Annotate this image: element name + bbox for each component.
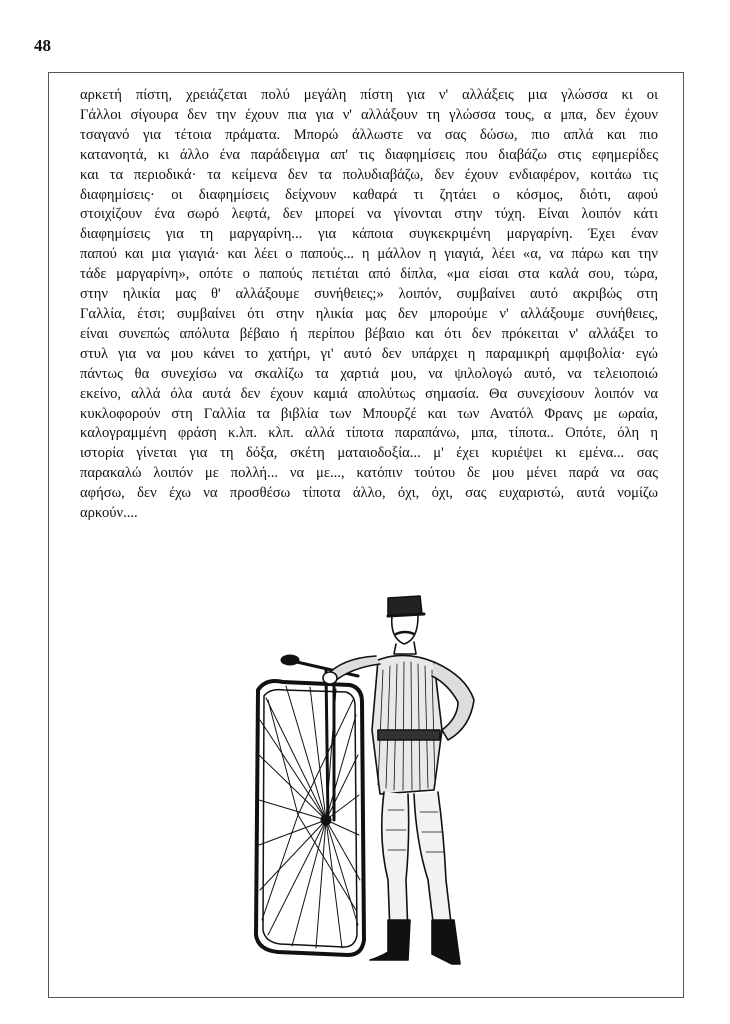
text-line: στην ηλικία μας θ' αλλάξουμε συνήθειες;» λοιπόν, συμβαίνει αυτό ακριβώς στη (80, 286, 658, 303)
text-line: Γαλλία, έτσι; συμβαίνει ότι στην ηλικία μας δεν μπορούμε ν' αλλάξουμε συνήθειες, (80, 305, 658, 322)
text-line: κυκλοφορούν στη Γαλλία τα βιβλία των Μπουρζέ και των Ανατόλ Φρανς με ωραία, (80, 405, 658, 422)
text-line: πάντως θα συνεχίσω να σκαλίζω τα χαρτιά μου, να ψιλολογώ αυτό, να τελειοποιώ (80, 365, 658, 382)
text-line: στυλ για να μου κάνει το χατήρι, γι' αυτό δεν υπάρχει η παραμικρή αμφιβολία· εγώ (80, 345, 658, 362)
text-line: στοιχίζουν ένα σωρό λεφτά, δεν μπορεί να γίνονται στην τύχη. Είναι λοιπόν κάτι (80, 206, 658, 223)
text-line: αφήσω, δεν έχω να προσθέσω τίποτα άλλο, όχι, όχι, σας ευχαριστώ, αυτά νομίζω (80, 485, 658, 502)
text-line: διαφημίσεις για τη μαργαρίνη... για κάποια συγκεκριμένη μαργαρίνη. Έχει έναν (80, 226, 658, 243)
text-line: καλογραμμένη φράση κ.λπ. κλπ. αλλά τίποτα παραπάνω, μπα, τίποτα.. Οπότε, όλη η (80, 425, 658, 442)
text-line: παρακαλώ λοιπόν με πολλή... να με..., κατόπιν τούτου δε μου μένει παρά να σας (80, 465, 658, 482)
text-line: εκείνο, αλλά όλα αυτά δεν έχουν καμιά απολύτως σημασία. Θα συνεχίσουν λοιπόν να (80, 385, 658, 402)
text-line: αρκετή πίστη, χρειάζεται πολύ μεγάλη πίστη για ν' αλλάξεις μια γλώσσα κι οι (80, 87, 658, 103)
text-line: και τα περιοδικά· τα κείμενα δεν τα πολυδιαβάζω, δεν έχουν ενδιαφέρον, κοιτάω τις (80, 166, 658, 183)
body-text (80, 86, 658, 524)
text-line: διαφημίσεις· οι διαφημίσεις δείχνουν καθαρά τι ζητάει ο κόσμος, διότι, αφού (80, 186, 658, 203)
text-line: παπού και μια γιαγιά· και λέει ο παπούς... η μάλλον η γιαγιά, λέει «α, να πάρω και την (80, 246, 658, 263)
text-line: Γάλλοι σίγουρα δεν την έχουν πια για ν' αλλάξουν τη γλώσσα τους, α μπα, δεν έχουν (80, 106, 658, 123)
text-line: τάδε μαργαρίνη», οπότε ο παπούς πετιέται από δίπλα, «μα είσαι στα καλά σου, τώρα, (80, 266, 658, 283)
text-line: τσαγανό για τέτοια πράματα. Μπορώ άλλωστε να σας δώσω, πιο απλά και πιο (80, 126, 658, 143)
text-line: κατανοητά, κι άλλο ένα παράδειγμα απ' τις διαφημίσεις που διαβάζω στις εφημερίδες (80, 146, 658, 163)
wheel-rim (256, 681, 364, 955)
text-line: είναι συνεπώς απόλυτα βέβαιο ή περίπου βέβαιο και ότι δεν πρόκειται ν' αλλάξει το (80, 325, 658, 342)
page-number: 48 (34, 36, 51, 55)
text-line: ιστορία γίνεται για τη δόξα, σκέτη ματαιοδοξία... μ' έχει κυριέψει κι εμένα... σας (80, 445, 658, 462)
text-line-last: αρκούν.... (80, 505, 138, 522)
penny-farthing-cyclist-illustration (238, 580, 528, 975)
wheel-spokes (259, 686, 360, 948)
